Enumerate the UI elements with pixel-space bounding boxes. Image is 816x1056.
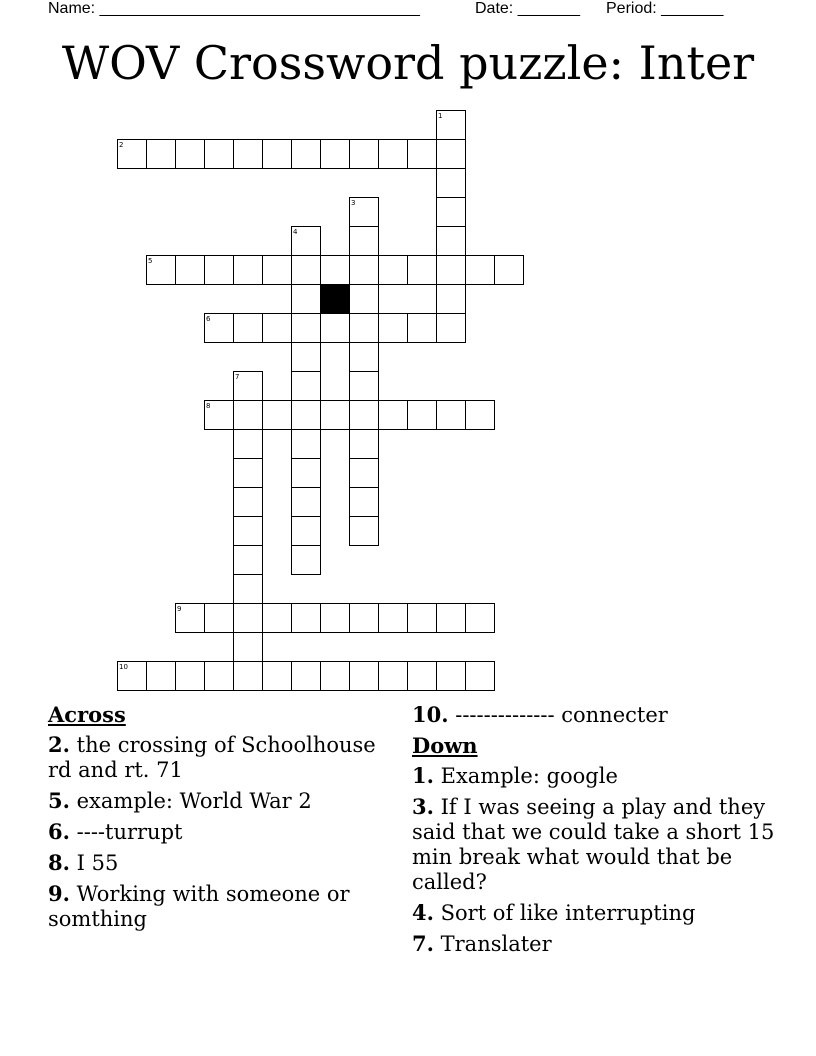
grid-cell[interactable] — [204, 400, 234, 430]
grid-cell[interactable] — [204, 603, 234, 633]
grid-cell[interactable] — [233, 661, 263, 691]
grid-cell[interactable] — [436, 400, 466, 430]
clue-number-label: 4 — [293, 228, 298, 236]
grid-cell[interactable] — [436, 603, 466, 633]
across-heading: Across — [48, 702, 126, 727]
grid-cell[interactable] — [436, 313, 466, 343]
blocked-cell — [320, 284, 350, 314]
grid-cell[interactable] — [349, 255, 379, 285]
grid-cell[interactable] — [407, 661, 437, 691]
grid-cell[interactable] — [436, 197, 466, 227]
grid-cell[interactable] — [175, 603, 205, 633]
grid-cell[interactable] — [233, 458, 263, 488]
grid-cell[interactable] — [436, 168, 466, 198]
grid-cell[interactable] — [494, 255, 524, 285]
grid-cell[interactable] — [436, 226, 466, 256]
grid-cell[interactable] — [291, 458, 321, 488]
grid-cell[interactable] — [349, 226, 379, 256]
grid-cell[interactable] — [204, 661, 234, 691]
grid-cell[interactable] — [465, 603, 495, 633]
clue-number-label: 7 — [235, 373, 240, 381]
grid-cell[interactable] — [320, 255, 350, 285]
grid-cell[interactable] — [407, 313, 437, 343]
grid-cell[interactable] — [262, 313, 292, 343]
grid-cell[interactable] — [262, 400, 292, 430]
grid-cell[interactable] — [291, 661, 321, 691]
clues-right-column — [412, 702, 782, 957]
grid-cell[interactable] — [320, 603, 350, 633]
grid-cell[interactable] — [349, 284, 379, 314]
grid-cell[interactable] — [291, 400, 321, 430]
grid-cell[interactable] — [233, 545, 263, 575]
grid-cell[interactable] — [291, 429, 321, 459]
clue-across-9: 9. Working with someone or somthing — [48, 881, 350, 931]
clue-across-6: 6. ----turrupt — [48, 819, 183, 844]
grid-cell[interactable] — [349, 516, 379, 546]
grid-cell[interactable] — [233, 516, 263, 546]
grid-cell[interactable] — [204, 313, 234, 343]
grid-cell[interactable] — [349, 487, 379, 517]
name-field[interactable]: Name: ____________________________________ — [48, 0, 420, 17]
grid-cell[interactable] — [146, 139, 176, 169]
down-heading: Down — [412, 733, 478, 758]
clue-number-label: 10 — [119, 663, 128, 671]
grid-cell[interactable] — [349, 313, 379, 343]
grid-cell[interactable] — [291, 516, 321, 546]
grid-cell[interactable] — [378, 661, 408, 691]
grid-cell[interactable] — [378, 400, 408, 430]
grid-cell[interactable] — [262, 139, 292, 169]
clue-down-1: 1. Example: google — [412, 763, 618, 788]
clue-across-5: 5. example: World War 2 — [48, 788, 312, 813]
clue-down-7: 7. Translater — [412, 931, 552, 956]
grid-cell[interactable] — [291, 603, 321, 633]
grid-cell[interactable] — [291, 487, 321, 517]
grid-cell[interactable] — [436, 284, 466, 314]
grid-cell[interactable] — [291, 313, 321, 343]
clue-number-label: 5 — [148, 257, 153, 265]
grid-cell[interactable] — [233, 487, 263, 517]
grid-cell[interactable] — [320, 313, 350, 343]
grid-cell[interactable] — [291, 255, 321, 285]
grid-cell[interactable] — [175, 661, 205, 691]
clue-number-label: 3 — [351, 199, 356, 207]
grid-cell[interactable] — [320, 400, 350, 430]
grid-cell[interactable] — [204, 139, 234, 169]
clue-number-label: 9 — [177, 605, 182, 613]
period-field[interactable]: Period: _______ — [606, 0, 724, 17]
grid-cell[interactable] — [436, 661, 466, 691]
clue-across-8: 8. I 55 — [48, 850, 119, 875]
grid-cell[interactable] — [407, 255, 437, 285]
grid-cell[interactable] — [262, 255, 292, 285]
grid-cell[interactable] — [349, 197, 379, 227]
clue-across-10: 10. -------------- connecter — [412, 702, 668, 727]
clue-number-label: 1 — [438, 112, 443, 120]
grid-cell[interactable] — [320, 661, 350, 691]
grid-cell[interactable] — [146, 661, 176, 691]
page-title: WOV Crossword puzzle: Inter — [61, 36, 755, 90]
grid-cell[interactable] — [233, 400, 263, 430]
grid-cell[interactable] — [175, 255, 205, 285]
grid-cell[interactable] — [204, 255, 234, 285]
grid-cell[interactable] — [233, 139, 263, 169]
grid-cell[interactable] — [262, 603, 292, 633]
grid-cell[interactable] — [291, 342, 321, 372]
grid-cell[interactable] — [436, 255, 466, 285]
grid-cell[interactable] — [465, 400, 495, 430]
grid-cell[interactable] — [378, 255, 408, 285]
grid-cell[interactable] — [378, 603, 408, 633]
grid-cell[interactable] — [320, 139, 350, 169]
grid-cell[interactable] — [407, 400, 437, 430]
clue-down-3: 3. If I was seeing a play and they said that we could take a short 15 min break what would that be called? — [412, 794, 775, 894]
grid-cell[interactable] — [233, 574, 263, 604]
grid-cell[interactable] — [233, 371, 263, 401]
clue-number-label: 2 — [119, 141, 124, 149]
grid-cell[interactable] — [349, 400, 379, 430]
grid-cell[interactable] — [465, 661, 495, 691]
grid-cell[interactable] — [291, 545, 321, 575]
grid-cell[interactable] — [291, 139, 321, 169]
grid-cell[interactable] — [291, 371, 321, 401]
grid-cell[interactable] — [436, 139, 466, 169]
grid-cell[interactable] — [407, 139, 437, 169]
grid-cell[interactable] — [233, 255, 263, 285]
grid-cell[interactable] — [436, 110, 466, 140]
grid-cell[interactable] — [233, 429, 263, 459]
grid-cell[interactable] — [465, 255, 495, 285]
grid-cell[interactable] — [349, 661, 379, 691]
grid-cell[interactable] — [233, 313, 263, 343]
clue-down-4: 4. Sort of like interrupting — [412, 900, 696, 925]
grid-cell[interactable] — [233, 632, 263, 662]
grid-cell[interactable] — [378, 139, 408, 169]
grid-cell[interactable] — [291, 284, 321, 314]
grid-cell[interactable] — [117, 139, 147, 169]
clue-number-label: 6 — [206, 315, 211, 323]
clue-number-label: 8 — [206, 402, 211, 410]
grid-cell[interactable] — [349, 429, 379, 459]
grid-cell[interactable] — [175, 139, 205, 169]
grid-cell[interactable] — [378, 313, 408, 343]
grid-cell[interactable] — [349, 458, 379, 488]
grid-cell[interactable] — [349, 371, 379, 401]
clue-across-2: 2. the crossing of Schoolhouse rd and rt. 71 — [48, 732, 376, 782]
grid-cell[interactable] — [407, 603, 437, 633]
clues-left-column — [48, 702, 393, 932]
grid-cell[interactable] — [349, 342, 379, 372]
grid-cell[interactable] — [349, 603, 379, 633]
grid-cell[interactable] — [233, 603, 263, 633]
grid-cell[interactable] — [146, 255, 176, 285]
date-field[interactable]: Date: _______ — [475, 0, 580, 17]
grid-cell[interactable] — [117, 661, 147, 691]
grid-cell[interactable] — [291, 226, 321, 256]
grid-cell[interactable] — [262, 661, 292, 691]
grid-cell[interactable] — [349, 139, 379, 169]
